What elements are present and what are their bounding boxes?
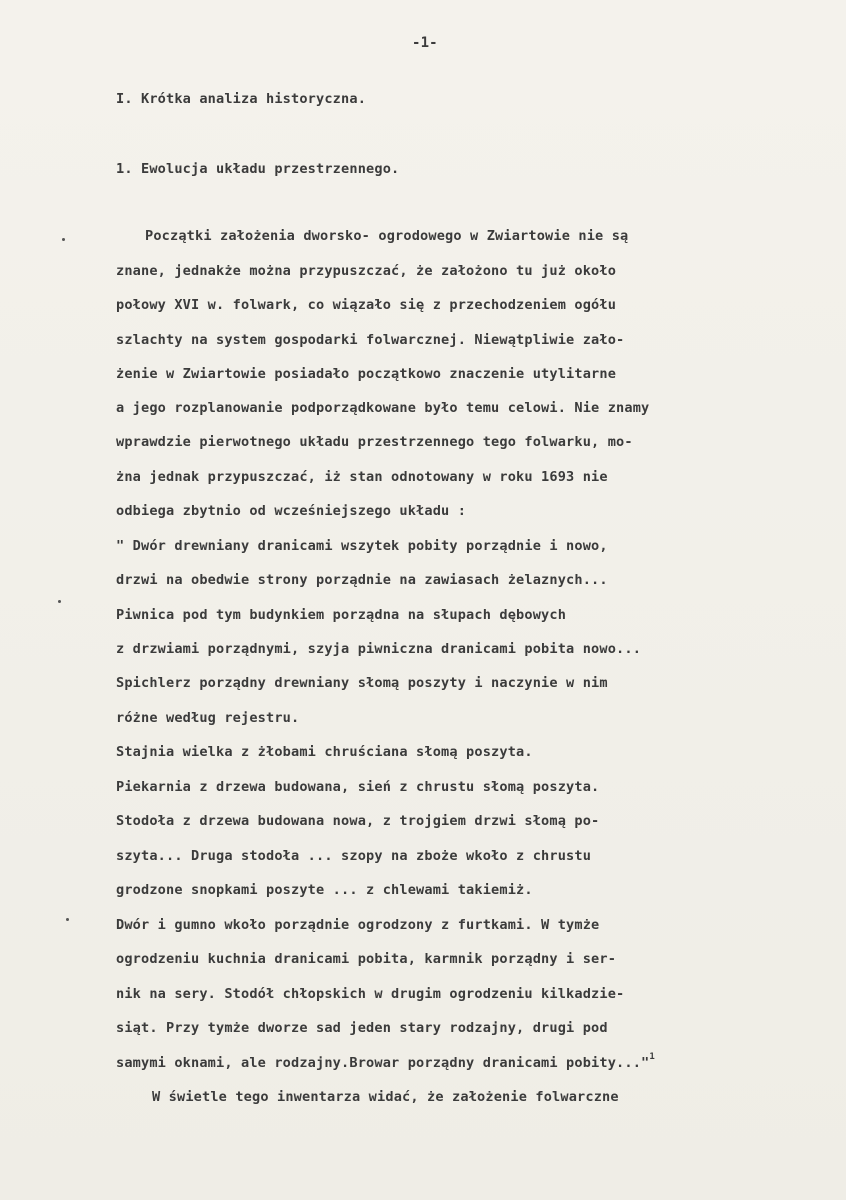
- body-line: wprawdzie pierwotnego układu przestrzennego tego folwarku, mo-: [116, 434, 633, 450]
- body-line: szlachty na system gospodarki folwarcznej. Niewątpliwie zało-: [116, 332, 625, 348]
- body-line: żenie w Zwiartowie posiadało początkowo znaczenie utylitarne: [116, 366, 617, 382]
- margin-mark: [58, 600, 61, 603]
- body-line: Początki założenia dworsko- ogrodowego w Zwiartowie nie są: [145, 228, 629, 244]
- quote-line: Piwnica pod tym budynkiem porządna na słupach dębowych: [116, 607, 567, 623]
- quote-line: różne według rejestru.: [116, 710, 300, 726]
- quote-line: Piekarnia z drzewa budowana, sień z chrustu słomą poszyta.: [116, 779, 600, 795]
- quote-line: Spichlerz porządny drewniany słomą poszyty i naczynie w nim: [116, 675, 608, 691]
- page-number: -1-: [412, 35, 438, 51]
- quote-line: [116, 1054, 655, 1072]
- quote-line: Dwór i gumno wkoło porządnie ogrodzony z furtkami. W tymże: [116, 917, 600, 933]
- quote-line: Stajnia wielka z żłobami chruściana słomą poszyta.: [116, 744, 533, 760]
- margin-mark: [66, 918, 69, 921]
- section-heading: I. Krótka analiza historyczna.: [116, 91, 367, 107]
- body-line: odbiega zbytnio od wcześniejszego układu :: [116, 503, 467, 519]
- quote-line: Stodoła z drzewa budowana nowa, z trojgiem drzwi słomą po-: [116, 813, 600, 829]
- margin-mark: [62, 238, 65, 241]
- body-line: połowy XVI w. folwark, co wiązało się z przechodzeniem ogółu: [116, 297, 617, 313]
- body-line: a jego rozplanowanie podporządkowane było temu celowi. Nie znamy: [116, 400, 650, 416]
- quote-line: nik na sery. Stodół chłopskich w drugim ogrodzeniu kilkadzie-: [116, 986, 625, 1002]
- subsection-heading: 1. Ewolucja układu przestrzennego.: [116, 161, 400, 177]
- quote-line: " Dwór drewniany dranicami wszytek pobity porządnie i nowo,: [116, 538, 608, 554]
- quote-line-text: samymi oknami, ale rodzajny.Browar porządny dranicami pobity...": [116, 1055, 650, 1071]
- body-line: żna jednak przypuszczać, iż stan odnotowany w roku 1693 nie: [116, 469, 608, 485]
- quote-line: szyta... Druga stodoła ... szopy na zboże wkoło z chrustu: [116, 848, 592, 864]
- body-line: W świetle tego inwentarza widać, że założenie folwarczne: [152, 1089, 619, 1105]
- quote-line: ogrodzeniu kuchnia dranicami pobita, karmnik porządny i ser-: [116, 951, 617, 967]
- quote-line: siąt. Przy tymże dworze sad jeden stary rodzajny, drugi pod: [116, 1020, 608, 1036]
- quote-line: z drzwiami porządnymi, szyja piwniczna dranicami pobita nowo...: [116, 641, 642, 657]
- footnote-marker: 1: [649, 1052, 655, 1062]
- quote-line: grodzone snopkami poszyte ... z chlewami takiemiż.: [116, 882, 533, 898]
- body-line: znane, jednakże można przypuszczać, że założono tu już około: [116, 263, 617, 279]
- quote-line: drzwi na obedwie strony porządnie na zawiasach żelaznych...: [116, 572, 608, 588]
